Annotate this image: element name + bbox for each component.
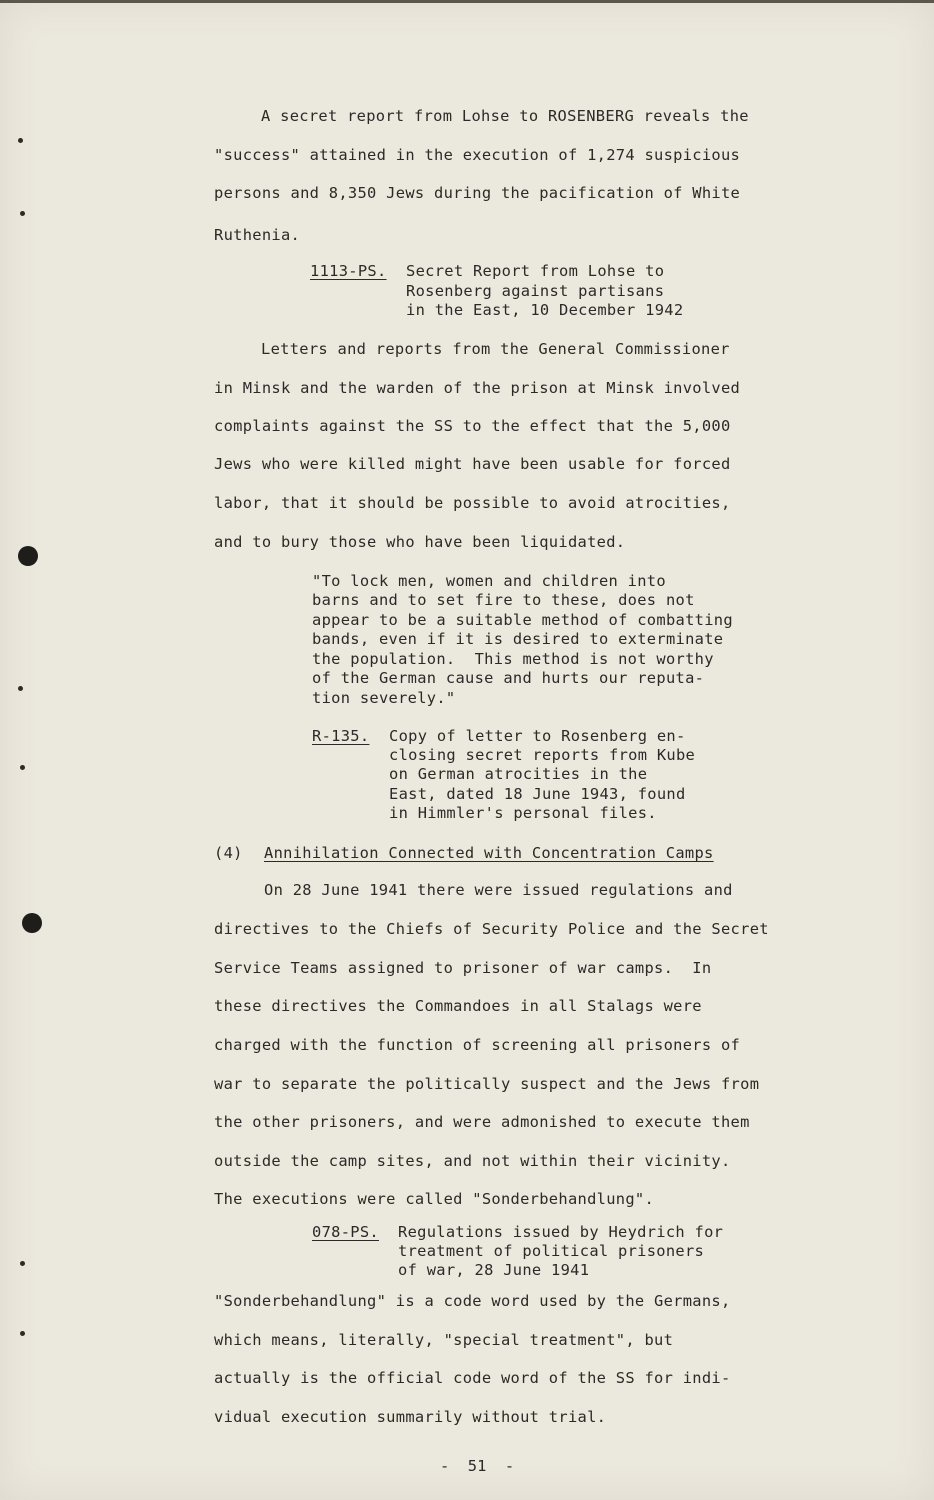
citation-2-line: on German atrocities in the [389,765,648,783]
quote-line: bands, even if it is desired to exterminate [312,630,724,648]
paragraph-2-line: labor, that it should be possible to avoid atrocities, [214,494,731,512]
margin-dot [20,765,25,770]
quote-line: tion severely." [312,689,456,707]
paragraph-3-line: war to separate the politically suspect and the Jews from [214,1075,760,1093]
section-number: (4) [214,844,243,862]
margin-dot [20,1261,25,1266]
paragraph-3-line: charged with the function of screening all prisoners of [214,1036,741,1054]
margin-dot [20,211,25,216]
citation-3-ref: 078-PS. [312,1223,379,1241]
margin-dot [18,138,23,143]
paragraph-3-line: these directives the Commandoes in all Stalags were [214,997,702,1015]
paragraph-1-line: A secret report from Lohse to ROSENBERG reveals the [261,107,749,125]
paragraph-3-line: On 28 June 1941 there were issued regulations and [264,881,733,899]
citation-1-ref: 1113-PS. [310,262,387,280]
paragraph-2-line: in Minsk and the warden of the prison at Minsk involved [214,379,741,397]
paragraph-2-line: Jews who were killed might have been usable for forced [214,455,731,473]
citation-2-ref: R-135. [312,727,370,745]
page-number: - 51 - [440,1457,515,1475]
paragraph-4-line: vidual execution summarily without trial. [214,1408,607,1426]
paragraph-2-line: and to bury those who have been liquidated. [214,533,626,551]
paragraph-4-line: which means, literally, "special treatment", but [214,1331,674,1349]
citation-2-line: Copy of letter to Rosenberg en- [389,727,686,745]
paragraph-3-line: the other prisoners, and were admonished to execute them [214,1113,750,1131]
paragraph-3-line: The executions were called "Sonderbehandlung". [214,1190,655,1208]
citation-3-line: Regulations issued by Heydrich for [398,1223,724,1241]
citation-2-line: in Himmler's personal files. [389,804,657,822]
quote-line: appear to be a suitable method of combatting [312,611,733,629]
paragraph-4-line: actually is the official code word of the SS for indi- [214,1369,731,1387]
citation-1-line: in the East, 10 December 1942 [406,301,684,319]
punch-hole-bottom [22,913,42,933]
paragraph-1-line: persons and 8,350 Jews during the pacification of White [214,184,741,202]
citation-1-line: Secret Report from Lohse to [406,262,665,280]
paragraph-2-line: complaints against the SS to the effect that the 5,000 [214,417,731,435]
citation-1-line: Rosenberg against partisans [406,282,665,300]
paragraph-1-line: Ruthenia. [214,226,301,244]
citation-3-line: treatment of political prisoners [398,1242,705,1260]
margin-dot [18,686,23,691]
section-title: Annihilation Connected with Concentration Camps [264,844,714,862]
paragraph-3-line: Service Teams assigned to prisoner of war camps. In [214,959,712,977]
quote-line: the population. This method is not worthy [312,650,714,668]
paragraph-3-line: directives to the Chiefs of Security Police and the Secret [214,920,769,938]
quote-line: barns and to set fire to these, does not [312,591,695,609]
citation-3-line: of war, 28 June 1941 [398,1261,590,1279]
paragraph-4-line: "Sonderbehandlung" is a code word used by the Germans, [214,1292,731,1310]
citation-2-line: East, dated 18 June 1943, found [389,785,686,803]
citation-2-line: closing secret reports from Kube [389,746,696,764]
paragraph-1-line: "success" attained in the execution of 1,274 suspicious [214,146,741,164]
paragraph-2-line: Letters and reports from the General Commissioner [261,340,730,358]
quote-line: "To lock men, women and children into [312,572,666,590]
punch-hole-top [18,546,38,566]
quote-line: of the German cause and hurts our reputa- [312,669,705,687]
margin-dot [20,1331,25,1336]
paragraph-3-line: outside the camp sites, and not within their vicinity. [214,1152,731,1170]
